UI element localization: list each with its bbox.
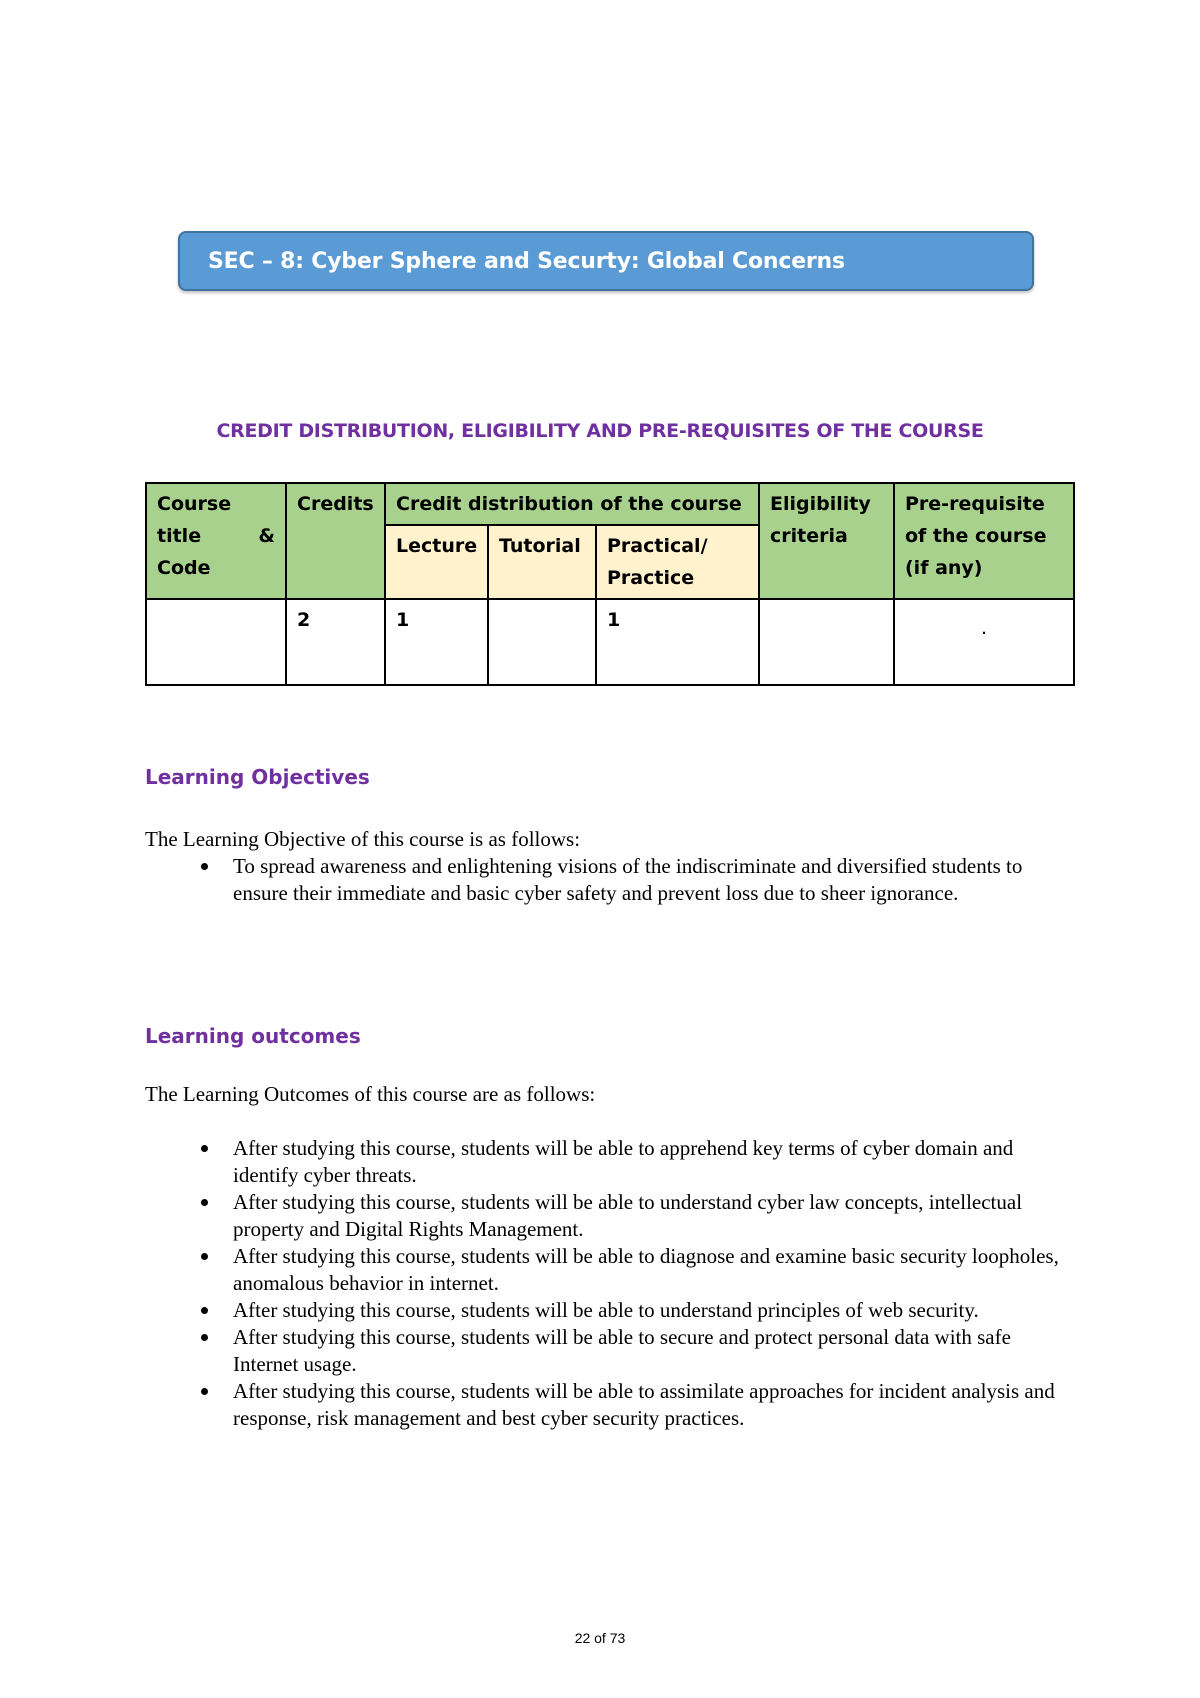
header-credits: Credits	[286, 483, 385, 599]
header-course-title: Course title & Code	[146, 483, 286, 599]
cell-practical: 1	[596, 599, 759, 685]
credit-distribution-table	[145, 482, 1075, 686]
header-prerequisite: Pre-requisite of the course (if any)	[894, 483, 1074, 599]
objectives-heading: Learning Objectives	[145, 765, 370, 789]
list-item: After studying this course, students will be able to assimilate approaches for incident analysis and response, risk management and best cyber security practices.	[145, 1378, 1075, 1432]
outcomes-intro: The Learning Outcomes of this course are as follows:	[145, 1082, 596, 1106]
outcomes-heading: Learning outcomes	[145, 1024, 361, 1048]
cell-eligibility	[759, 599, 894, 685]
page-number: 22 of 73	[574, 1630, 626, 1646]
header-lecture: Lecture	[385, 525, 488, 599]
header-credit-distribution: Credit distribution of the course	[385, 483, 759, 525]
outcomes-list	[145, 1135, 1075, 1432]
course-title: SEC – 8: Cyber Sphere and Securty: Global Concerns	[208, 248, 845, 274]
cell-course	[146, 599, 286, 685]
credit-section-heading: CREDIT DISTRIBUTION, ELIGIBILITY AND PRE-REQUISITES OF THE COURSE	[216, 420, 984, 442]
objectives-list	[145, 853, 1075, 907]
list-item: After studying this course, students will be able to understand cyber law concepts, intellectual property and Digital Rights Management.	[145, 1189, 1075, 1243]
objectives-intro: The Learning Objective of this course is as follows:	[145, 827, 581, 851]
list-item: After studying this course, students will be able to diagnose and examine basic security loopholes, anomalous behavior in internet.	[145, 1243, 1075, 1297]
course-title-banner	[178, 231, 1034, 291]
header-eligibility: Eligibility criteria	[759, 483, 894, 599]
header-tutorial: Tutorial	[488, 525, 596, 599]
list-item: After studying this course, students will be able to secure and protect personal data with safe Internet usage.	[145, 1324, 1075, 1378]
cell-lecture: 1	[385, 599, 488, 685]
list-item: After studying this course, students will be able to apprehend key terms of cyber domain and identify cyber threats.	[145, 1135, 1075, 1189]
list-item: After studying this course, students will be able to understand principles of web security.	[145, 1297, 1075, 1324]
header-practical: Practical/ Practice	[596, 525, 759, 599]
cell-tutorial	[488, 599, 596, 685]
cell-credits: 2	[286, 599, 385, 685]
cell-prerequisite: .	[894, 599, 1074, 685]
list-item: To spread awareness and enlightening visions of the indiscriminate and diversified students to ensure their immediate and basic cyber safety and prevent loss due to sheer ignorance.	[145, 853, 1075, 907]
